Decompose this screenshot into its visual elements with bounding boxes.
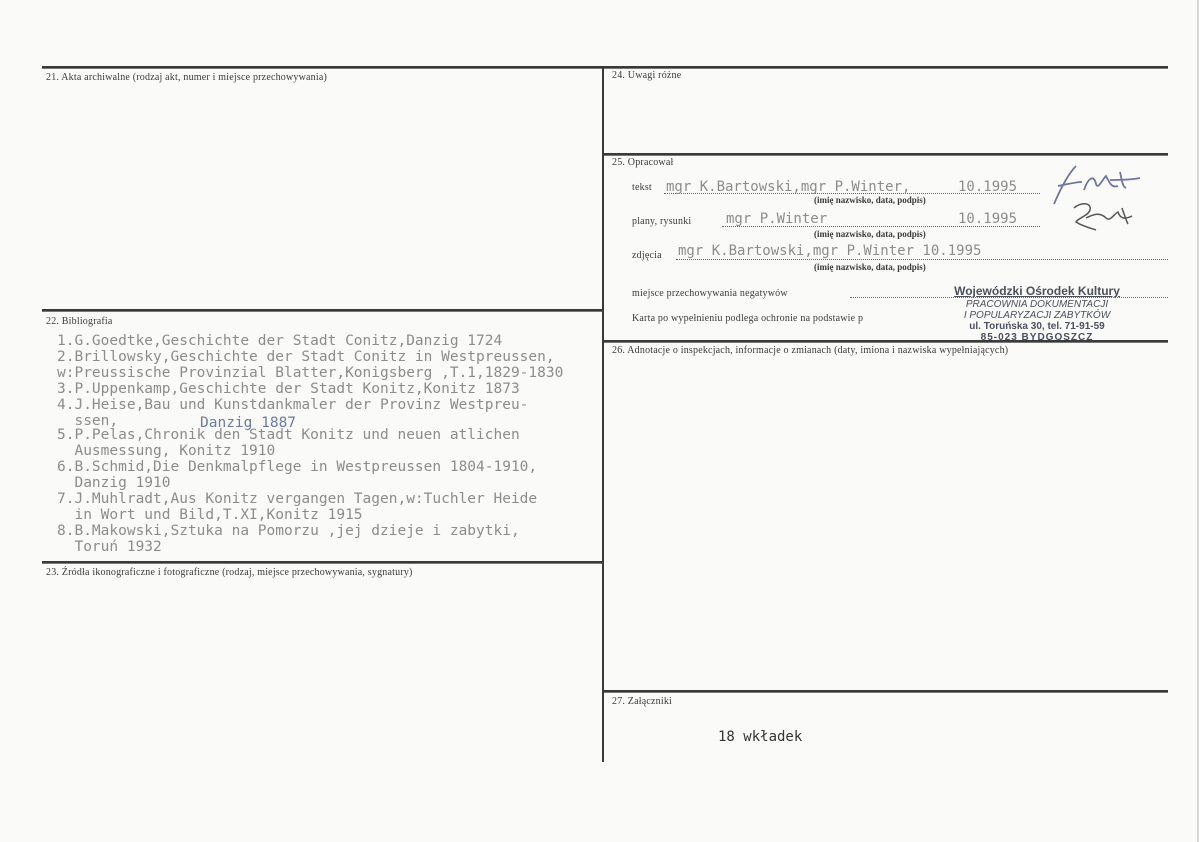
bibliography-line: 5.P.Pelas,Chronik den Stadt Konitz und neuen atlichen bbox=[57, 427, 520, 443]
tekst-label: tekst bbox=[632, 182, 652, 193]
rule-top-right bbox=[604, 66, 1168, 69]
rule-25-top bbox=[604, 153, 1168, 156]
zdjecia-line bbox=[676, 259, 1168, 260]
zalaczniki-value: 18 wkładek bbox=[718, 729, 803, 745]
rule-22-top bbox=[42, 309, 602, 312]
rule-23-top bbox=[42, 561, 602, 564]
stamp-line-5: 85-023 BYDGOSZCZ bbox=[980, 332, 1094, 343]
bibliography-line: 8.B.Makowski,Sztuka na Pomorzu ,jej dzieje i zabytki, bbox=[57, 523, 520, 539]
bibliography-line: ssen, bbox=[57, 413, 119, 429]
tekst-value: mgr K.Bartowski,mgr P.Winter, bbox=[666, 179, 911, 195]
institution-stamp bbox=[932, 284, 1142, 343]
section-22-label: 22. Bibliografia bbox=[46, 316, 113, 327]
section-25-label: 25. Opracował bbox=[612, 157, 674, 168]
bibliography-line: in Wort und Bild,T.XI,Konitz 1915 bbox=[57, 507, 363, 523]
stamp-line-3: I POPULARYZACJI ZABYTKÓW bbox=[963, 310, 1111, 321]
bibliography-insert: Danzig 1887 bbox=[200, 415, 297, 431]
signature-plany bbox=[1066, 196, 1146, 236]
bibliography-line: w:Preussische Provinzial Blatter,Konigsberg ,T.1,1829-1830 bbox=[57, 365, 564, 381]
negatywy-label: miejsce przechowywania negatywów bbox=[632, 288, 788, 299]
zdjecia-label: zdjęcia bbox=[632, 250, 662, 261]
zdjecia-hint: (imię nazwisko, data, podpis) bbox=[814, 262, 926, 272]
section-27-label: 27. Załączniki bbox=[612, 696, 672, 707]
bibliography-line: 3.P.Uppenkamp,Geschichte der Stadt Konitz,Konitz 1873 bbox=[57, 381, 520, 397]
zdjecia-value: mgr K.Bartowski,mgr P.Winter 10.1995 bbox=[678, 243, 982, 259]
bibliography-line: 4.J.Heise,Bau und Kunstdankmaler der Provinz Westpreu- bbox=[57, 397, 529, 413]
plany-label: plany, rysunki bbox=[632, 216, 692, 227]
section-24-label: 24. Uwagi różne bbox=[612, 70, 682, 81]
plany-value: mgr P.Winter bbox=[726, 211, 828, 227]
bibliography-line: Danzig 1910 bbox=[57, 475, 171, 491]
column-divider bbox=[602, 66, 604, 762]
bibliography-line: Ausmessung, Konitz 1910 bbox=[57, 443, 276, 459]
tekst-date: 10.1995 bbox=[958, 179, 1018, 195]
rule-top-left bbox=[42, 66, 602, 69]
bibliography-line: Toruń 1932 bbox=[57, 539, 162, 555]
karta-label: Karta po wypełnieniu podlega ochronie na podstawie p bbox=[632, 313, 864, 324]
section-23-label: 23. Źródła ikonograficzne i fotograficzne (rodzaj, miejsce przechowywania, sygnatury) bbox=[46, 567, 413, 578]
stamp-line-2: PRACOWNIA DOKUMENTACJI bbox=[965, 299, 1109, 310]
rule-27-top bbox=[604, 690, 1168, 693]
bibliography-line: 2.Brillowsky,Geschichte der Stadt Conitz in Westpreussen, bbox=[57, 349, 555, 365]
stamp-line-4: ul. Toruńska 30, tel. 71-91-59 bbox=[969, 321, 1105, 332]
bibliography-line: 7.J.Muhlradt,Aus Konitz vergangen Tagen,w:Tuchler Heide bbox=[57, 491, 538, 507]
bibliography-line: 1.G.Goedtke,Geschichte der Stadt Conitz,Danzig 1724 bbox=[57, 333, 503, 349]
stamp-line-1: Wojewódzki Ośrodek Kultury bbox=[954, 284, 1120, 298]
section-21-label: 21. Akta archiwalne (rodzaj akt, numer i miejsce przechowywania) bbox=[46, 72, 328, 83]
plany-date: 10.1995 bbox=[958, 211, 1018, 227]
tekst-hint: (imię nazwisko, data, podpis) bbox=[814, 195, 926, 205]
bibliography-line: 6.B.Schmid,Die Denkmalpflege in Westpreussen 1804-1910, bbox=[57, 459, 538, 475]
plany-hint: (imię nazwisko, data, podpis) bbox=[814, 229, 926, 239]
section-26-label: 26. Adnotacje o inspekcjach, informacje o zmianach (daty, imiona i nazwiska wypełniających) bbox=[612, 345, 1009, 356]
